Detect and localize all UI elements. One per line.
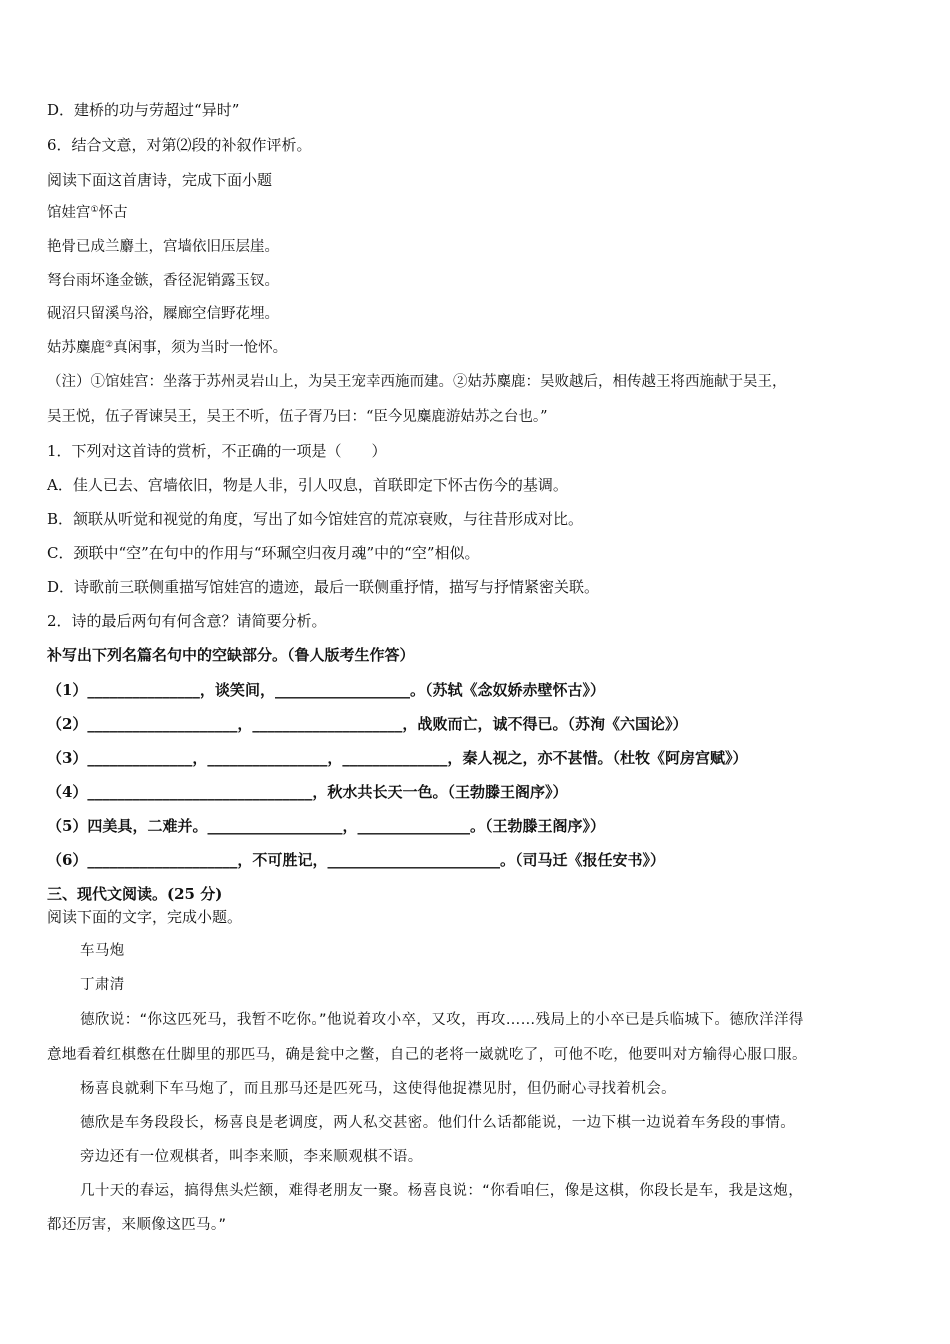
poem-question-1: 1．下列对这首诗的赏析，不正确的一项是（ ） <box>47 442 387 460</box>
fill-blank-item-1: （1）_______________，谈笑间，__________________。（苏轼《念奴娇赤壁怀古》） <box>47 681 605 699</box>
poem-line-4-start: 姑苏麋鹿 <box>47 340 105 356</box>
poem-line-1: 艳骨已成兰麝土，宫墙依旧压层崖。 <box>47 239 279 255</box>
poem-q1-option-c: C．颈联中“空”在句中的作用与“环珮空归夜月魂”中的“空”相似。 <box>47 544 480 562</box>
poem-title-text: 馆娃宫 <box>47 205 91 221</box>
poem-question-2: 2．诗的最后两句有何含意？请简要分析。 <box>47 612 327 630</box>
poem-line-4-end: 真闲事，须为当时一怆怀。 <box>113 340 288 356</box>
story-title: 车马炮 <box>80 943 125 959</box>
poem-note-line-1: （注）①馆娃宫：坐落于苏州灵岩山上，为吴王宠幸西施而建。②姑苏麋鹿：吴败越后，相传越王将西施献于吴王， <box>47 374 787 390</box>
story-paragraph-5-line-2: 都还厉害，来顺像这匹马。” <box>47 1217 227 1233</box>
poem-intro: 阅读下面这首唐诗，完成下面小题 <box>47 171 273 189</box>
story-paragraph-4: 旁边还有一位观棋者，叫李来顺，李来顺观棋不语。 <box>80 1149 423 1165</box>
story-author: 丁肃清 <box>80 977 125 993</box>
fill-blank-item-2: （2）____________________，____________________，战败而亡，诚不得已。（苏洵《六国论》） <box>47 715 688 733</box>
poem-q1-option-d: D．诗歌前三联侧重描写馆娃宫的遗迹，最后一联侧重抒情，描写与抒情紧密关联。 <box>47 578 600 596</box>
story-paragraph-1-line-1: 德欣说：“你这匹死马，我暂不吃你。”他说着攻小卒，又攻，再攻……残局上的小卒已是兵临城下。德欣洋洋得 <box>80 1012 804 1028</box>
modern-reading-intro: 阅读下面的文字，完成小题。 <box>47 908 243 926</box>
poem-line-4 <box>47 338 287 358</box>
poem-title-suffix: 怀古 <box>98 205 128 221</box>
section-3-heading: 三、现代文阅读。(25 分) <box>47 885 223 903</box>
poem-q1-option-b: B．颔联从听觉和视觉的角度，写出了如今馆娃宫的荒凉衰败，与往昔形成对比。 <box>47 510 584 528</box>
poem-q1-option-a: A．佳人已去、宫墙依旧，物是人非，引人叹息，首联即定下怀古伤今的基调。 <box>47 476 568 494</box>
story-paragraph-1-line-2: 意地看着红棋憋在仕脚里的那匹马，确是瓮中之鳖，自己的老将一崴就吃了，可他不吃，他要叫对方输得心服口服。 <box>47 1047 807 1063</box>
story-paragraph-5-line-1: 几十天的春运，搞得焦头烂额，难得老朋友一聚。杨喜良说：“你看咱仨，像是这棋，你段长是车，我是这炮， <box>80 1183 804 1199</box>
poem-line-2: 弩台雨坏逢金镞，香径泥销露玉钗。 <box>47 273 279 289</box>
fill-blank-item-6: （6）____________________，不可胜记，_______________________。（司马迁《报任安书》） <box>47 851 665 869</box>
story-paragraph-3: 德欣是车务段段长，杨喜良是老调度，两人私交甚密。他们什么话都能说，一边下棋一边说着车务段的事情。 <box>80 1115 796 1131</box>
fill-blank-heading: 补写出下列名篇名句中的空缺部分。（鲁人版考生作答） <box>47 646 415 664</box>
question-6: 6．结合文意，对第⑵段的补叙作评析。 <box>47 136 312 154</box>
story-paragraph-2: 杨喜良就剩下车马炮了，而且那马还是匹死马，这使得他捉襟见肘，但仍耐心寻找着机会。 <box>80 1081 676 1097</box>
poem-line-3: 砚沼只留溪鸟浴，屧廊空信野花埋。 <box>47 306 279 322</box>
fill-blank-item-3: （3）______________，________________，______________，秦人视之，亦不甚惜。（杜牧《阿房宫赋》） <box>47 749 748 767</box>
fill-blank-item-4: （4）______________________________，秋水共长天一色。（王勃滕王阁序》） <box>47 783 568 801</box>
q5-option-d: D．建桥的功与劳超过“异时” <box>47 101 240 119</box>
poem-title <box>47 203 128 223</box>
fill-blank-item-5: （5）四美具，二难并。__________________，_______________。（王勃滕王阁序》） <box>47 817 605 835</box>
poem-note-line-2: 吴王悦，伍子胥谏吴王，吴王不听，伍子胥乃曰：“臣今见麋鹿游姑苏之台也。” <box>47 409 548 425</box>
footnote-mark-2: ② <box>105 340 114 350</box>
footnote-mark-1: ① <box>90 205 99 215</box>
